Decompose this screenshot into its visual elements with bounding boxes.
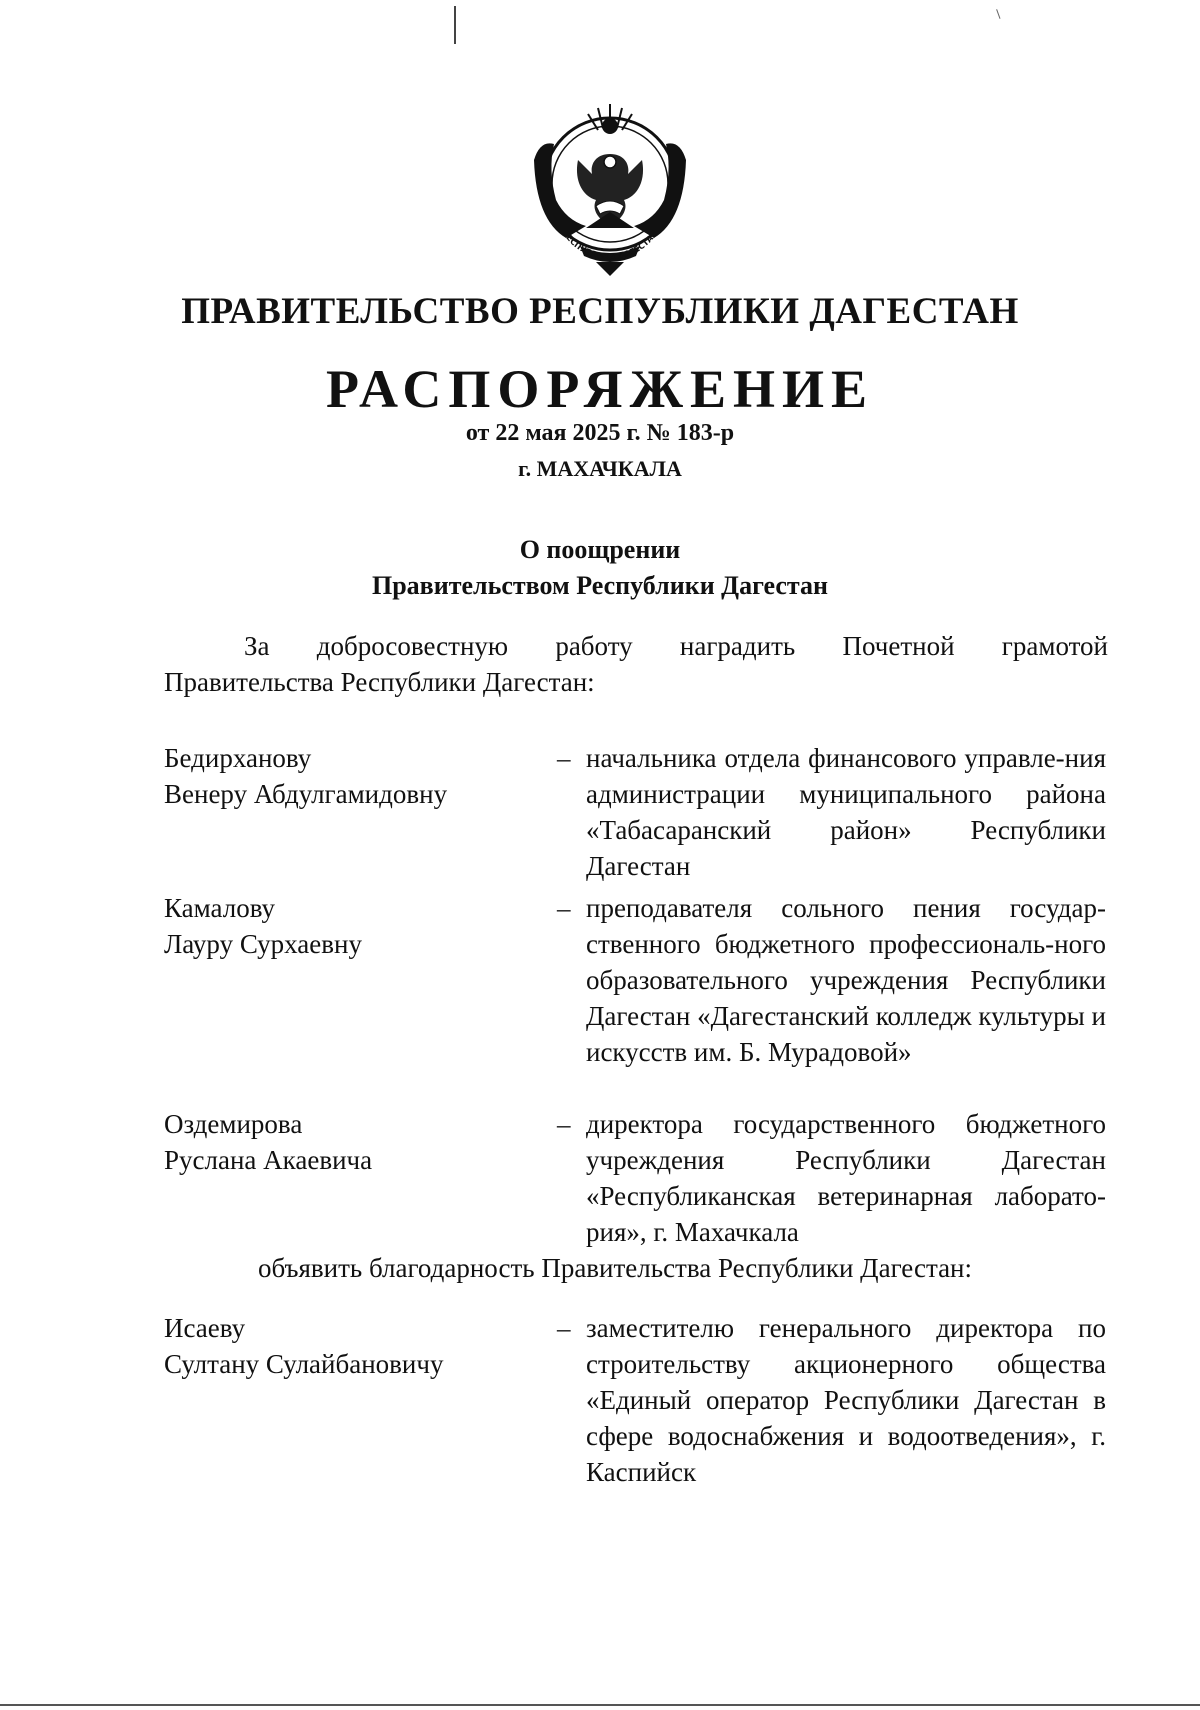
subject-line: Правительством Республики Дагестан	[371, 571, 828, 600]
dagestan-coat-of-arms-icon	[526, 100, 694, 280]
recipient-name	[164, 890, 544, 962]
intro-paragraph	[164, 628, 1108, 700]
recipient-given-name: Руслана Акаевича	[164, 1145, 373, 1175]
recipient-position: начальника отдела финансового управле-ния администрации муниципального района «Табасаранский район» Республики Дагестан	[586, 743, 1106, 881]
emblem-ring-text: РЕСПУБЛИКА ДАГЕСТАН	[560, 228, 660, 262]
recipient-surname: Исаеву	[164, 1313, 246, 1343]
document-date-number: от 22 мая 2025 г. № 183-р	[465, 420, 735, 446]
government-title: ПРАВИТЕЛЬСТВО РЕСПУБЛИКИ ДАГЕСТАН	[181, 291, 1019, 332]
scan-border-line	[0, 1704, 1200, 1706]
document-city: г. МАХАЧКАЛА	[518, 456, 682, 481]
intro-first-line	[164, 628, 1108, 664]
intro-word: За	[244, 631, 270, 661]
recipient-name	[164, 740, 544, 812]
intro-word: грамотой	[1001, 631, 1108, 661]
entry-dash: –	[557, 1313, 571, 1343]
entry-dash: –	[557, 893, 571, 923]
intro-word: наградить	[679, 631, 796, 661]
recipient-given-name: Лауру Сурхаевну	[164, 929, 362, 959]
recipient-position: преподавателя сольного пения государ-ственного бюджетного профессиональ-ного образовательного учреждения Республики Дагестан «Дагестанский колледж культуры и искусств им. Б. Мурадовой»	[586, 893, 1106, 1067]
recipient-name	[164, 1310, 544, 1382]
recipient-surname: Бедирханову	[164, 743, 312, 773]
document-type-title: РАСПОРЯЖЕНИЕ	[325, 359, 875, 419]
recipient-given-name: Султану Сулайбановичу	[164, 1349, 444, 1379]
recipient-name	[164, 1106, 544, 1178]
entry-dash: –	[557, 743, 571, 773]
scan-artifact	[991, 9, 1001, 21]
svg-text:РЕСПУБЛИКА ДАГЕСТАН	[561, 229, 659, 261]
recipient-surname: Оздемирова	[164, 1109, 303, 1139]
subject-line: О поощрении	[519, 535, 681, 564]
intro-word: работу	[555, 631, 633, 661]
scan-artifact	[454, 6, 456, 44]
gratitude-declaration: объявить благодарность Правительства Республики Дагестан:	[257, 1253, 973, 1283]
recipient-position: заместителю генерального директора по строительству акционерного общества «Единый оператор Республики Дагестан в сфере водоснабжения и водоотведения», г. Каспийск	[586, 1313, 1106, 1487]
intro-word: Почетной	[842, 631, 955, 661]
intro-second-line: Правительства Республики Дагестан:	[164, 667, 595, 697]
document-subject	[0, 532, 1200, 604]
intro-word: добросовестную	[316, 631, 509, 661]
recipient-surname: Камалову	[164, 893, 276, 923]
recipient-given-name: Венеру Абдулгамидовну	[164, 779, 448, 809]
recipient-position: директора государственного бюджетного учреждения Республики Дагестан «Республиканская ветеринарная лаборато-рия», г. Махачкала	[586, 1109, 1106, 1247]
entry-dash: –	[557, 1109, 571, 1139]
